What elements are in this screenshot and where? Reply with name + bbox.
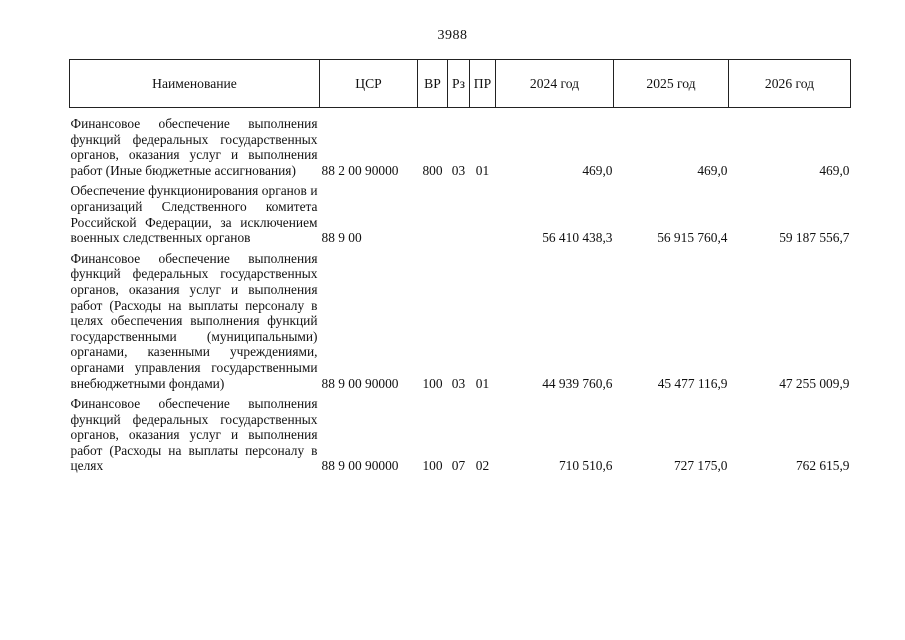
row-2025: 727 175,0 bbox=[673, 458, 728, 474]
row-csr: 88 9 00 90000 bbox=[321, 458, 399, 474]
row-vr bbox=[418, 183, 448, 250]
row-pr: 01 bbox=[475, 162, 490, 178]
page-number: 3988 bbox=[437, 28, 468, 43]
header-rz: Рз bbox=[448, 60, 470, 108]
row-csr: 88 9 00 bbox=[321, 230, 362, 246]
row-rz: 03 bbox=[451, 162, 466, 178]
row-2025: 45 477 116,9 bbox=[657, 375, 728, 391]
row-2025: 469,0 bbox=[697, 162, 728, 178]
row-2026: 469,0 bbox=[819, 162, 850, 178]
row-pr: 01 bbox=[475, 375, 490, 391]
header-2026: 2026 год bbox=[729, 60, 851, 108]
header-vr: ВР bbox=[418, 60, 448, 108]
table-row bbox=[70, 183, 851, 250]
row-2024: 44 939 760,6 bbox=[542, 375, 613, 391]
header-2024: 2024 год bbox=[496, 60, 614, 108]
row-vr: 800 bbox=[422, 162, 443, 178]
row-rz bbox=[448, 183, 470, 250]
row-2026: 47 255 009,9 bbox=[779, 375, 850, 391]
row-pr bbox=[470, 183, 496, 250]
row-2026: 762 615,9 bbox=[795, 458, 850, 474]
table-row bbox=[70, 251, 851, 396]
table-row bbox=[70, 396, 851, 479]
row-2024: 469,0 bbox=[582, 162, 613, 178]
header-pr: ПР bbox=[470, 60, 496, 108]
row-2024: 710 510,6 bbox=[558, 458, 613, 474]
row-vr: 100 bbox=[422, 458, 443, 474]
row-name: Финансовое обеспечение выполнения функций федеральных государственных органов, оказания услуг и выполнения работ (Иные бюджетные ассигнования) bbox=[70, 116, 318, 178]
budget-table bbox=[69, 59, 851, 479]
row-vr: 100 bbox=[422, 375, 443, 391]
table-body bbox=[70, 108, 851, 480]
header-2025: 2025 год bbox=[614, 60, 729, 108]
row-name: Финансовое обеспечение выполнения функций федеральных государственных органов, оказания услуг и выполнения работ (Расходы на выплаты персоналу в целях bbox=[70, 396, 318, 474]
row-pr: 02 bbox=[475, 458, 490, 474]
table-row bbox=[70, 108, 851, 184]
header-csr: ЦСР bbox=[320, 60, 418, 108]
row-2024: 56 410 438,3 bbox=[542, 230, 613, 246]
row-name: Финансовое обеспечение выполнения функций федеральных государственных органов, оказания услуг и выполнения работ (Расходы на выплаты персоналу в целях обеспечения выполнения функций государственными (муниципальными) органами, казенными учреждениями, органами управления государственными внебюджетными фондами) bbox=[70, 250, 318, 391]
row-rz: 07 bbox=[451, 458, 466, 474]
row-csr: 88 2 00 90000 bbox=[321, 162, 399, 178]
header-row bbox=[70, 60, 851, 108]
row-rz: 03 bbox=[451, 375, 466, 391]
row-name: Обеспечение функционирования органов и организаций Следственного комитета Российской Федерации, за исключением военных следственных органов bbox=[70, 183, 318, 246]
row-2026: 59 187 556,7 bbox=[779, 230, 850, 246]
table-header bbox=[70, 60, 851, 108]
row-2025: 56 915 760,4 bbox=[657, 230, 728, 246]
header-name: Наименование bbox=[70, 60, 320, 108]
row-csr: 88 9 00 90000 bbox=[321, 375, 399, 391]
